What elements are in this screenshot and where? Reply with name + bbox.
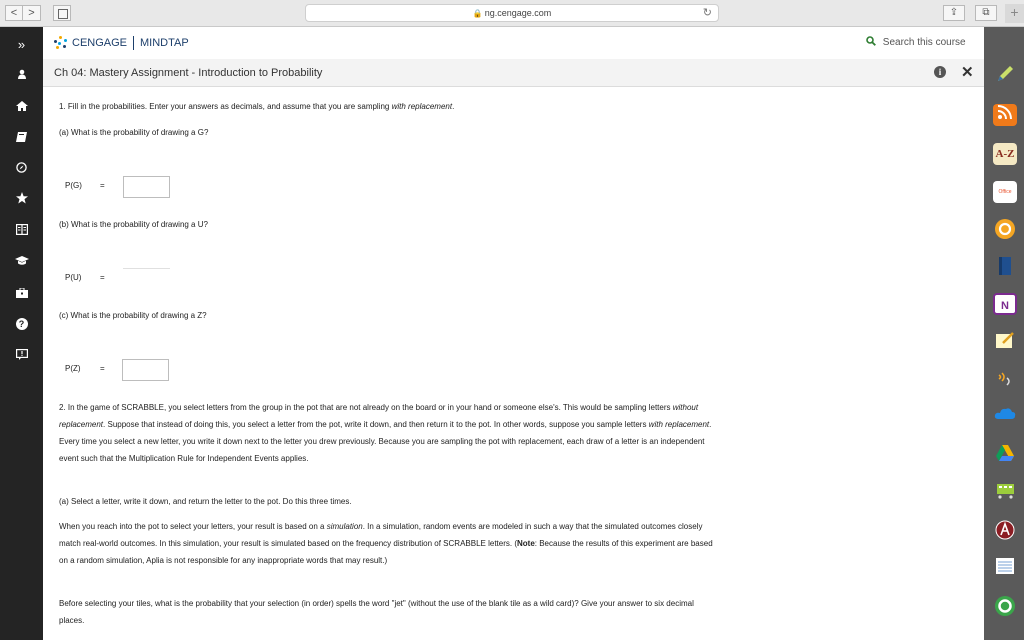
pu-answer-input[interactable] — [123, 268, 170, 269]
pg-label: P(G) — [65, 181, 82, 190]
book-blue-icon[interactable] — [993, 256, 1017, 278]
url-text: ng.cengage.com — [484, 8, 552, 18]
question-2a-prompt: (a) Select a letter, write it down, and return the letter to the pot. Do this three times. — [59, 497, 352, 506]
reload-icon[interactable]: ↻ — [702, 7, 712, 19]
onedrive-icon[interactable] — [993, 406, 1017, 428]
back-button[interactable]: < — [5, 5, 23, 21]
star-icon[interactable] — [0, 192, 43, 207]
google-drive-icon[interactable] — [993, 444, 1017, 466]
jet-probability-prompt: Before selecting your tiles, what is the probability that your selection (in order) spells the word "jet" (without the use of the blank tile as a wild card)? Give your answer to six decimal places. — [59, 599, 694, 625]
book-icon[interactable] — [0, 131, 43, 145]
pg-equals: = — [100, 181, 105, 190]
question-1a-prompt: (a) What is the probability of drawing a G? — [59, 128, 209, 137]
share-button[interactable]: ⇪ — [943, 5, 965, 21]
search-icon — [866, 37, 879, 48]
office-icon[interactable]: Office — [993, 181, 1017, 203]
speech-icon[interactable] — [993, 369, 1017, 391]
briefcase-icon[interactable] — [0, 287, 43, 301]
brand-divider — [133, 36, 134, 50]
close-icon[interactable]: ✕ — [961, 64, 974, 81]
onenote-icon[interactable]: N — [993, 293, 1017, 315]
app-header — [43, 27, 984, 59]
assignment-title-bar — [43, 59, 984, 87]
logo-a-icon[interactable] — [993, 520, 1017, 542]
address-bar[interactable] — [305, 4, 719, 22]
compass-icon[interactable] — [0, 162, 43, 176]
pz-label: P(Z) — [65, 364, 81, 373]
info-icon[interactable]: i — [934, 66, 946, 78]
product-name: MINDTAP — [140, 37, 189, 49]
expand-nav-icon[interactable]: » — [17, 37, 26, 52]
sidebar-toggle-button[interactable] — [53, 5, 71, 21]
rss-icon[interactable] — [993, 104, 1017, 126]
green-circle-icon[interactable] — [993, 595, 1017, 617]
notebook-icon[interactable] — [0, 224, 43, 238]
cengage-logo-icon — [54, 36, 68, 50]
history-buttons — [5, 5, 41, 21]
doc-icon[interactable] — [993, 557, 1017, 579]
forward-button[interactable]: > — [23, 5, 41, 21]
home-icon[interactable] — [0, 100, 43, 114]
new-tab-button[interactable]: + — [1005, 4, 1024, 23]
cart-icon[interactable] — [993, 482, 1017, 504]
assignment-content — [43, 87, 984, 640]
graduation-cap-icon[interactable] — [0, 255, 43, 269]
question-1-intro: 1. Fill in the probabilities. Enter your answers as decimals, and assume that you are sampling with replacement. — [59, 102, 455, 111]
left-navigation — [0, 27, 43, 640]
person-icon[interactable] — [0, 68, 43, 82]
browser-toolbar — [0, 0, 1024, 27]
search-course-label: Search this course — [882, 37, 966, 48]
pu-label: P(U) — [65, 273, 82, 282]
pu-equals: = — [100, 273, 105, 282]
notes-icon[interactable] — [993, 331, 1017, 353]
question-1c-prompt: (c) What is the probability of drawing a Z? — [59, 311, 207, 320]
feedback-icon[interactable] — [0, 349, 43, 363]
help-icon[interactable]: ? — [0, 318, 43, 330]
search-course-link[interactable] — [866, 36, 966, 48]
page-title: Ch 04: Mastery Assignment - Introduction to Probability — [54, 67, 323, 79]
cengage-mindtap-logo[interactable] — [54, 36, 189, 50]
pg-answer-input[interactable] — [123, 176, 170, 198]
question-2-intro: 2. In the game of SCRABBLE, you select letters from the group in the pot that are not already on the board or in your hand or someone else's. This would be sampling letters without replacement. Suppose that instead of doing this, you select a letter from the pot, write it down, and then return it to the pot. In other words, suppose you sample letters with replacement. Every time you select a new letter, you write it down next to the letter you drew previously. Because you are sampling the pot with replacement, each draw of a letter is an independent event such that the Multiplication Rule for Independent Events applies. — [59, 403, 712, 463]
question-1b-prompt: (b) What is the probability of drawing a U? — [59, 220, 208, 229]
lock-icon: 🔒 — [472, 9, 483, 18]
a-z-icon[interactable]: A-Z — [993, 143, 1017, 165]
simulation-paragraph: When you reach into the pot to select your letters, your result is based on a simulation. In a simulation, random events are modeled in such a way that the simulated outcomes closely match real-world outcomes. In this simulation, your result is simulated based on the frequency distribution of SCRABBLE letters. (Note: Because the results of this experiment are based on a random simulation, Aplia is not responsible for any inappropriate words that may result.) — [59, 522, 713, 565]
refresh-orange-icon[interactable] — [993, 218, 1017, 240]
pen-icon[interactable] — [993, 64, 1017, 86]
show-tabs-button[interactable]: ⧉ — [975, 5, 997, 21]
pz-equals: = — [100, 364, 105, 373]
brand-name: CENGAGE — [72, 37, 128, 49]
pz-answer-input[interactable] — [122, 359, 169, 381]
